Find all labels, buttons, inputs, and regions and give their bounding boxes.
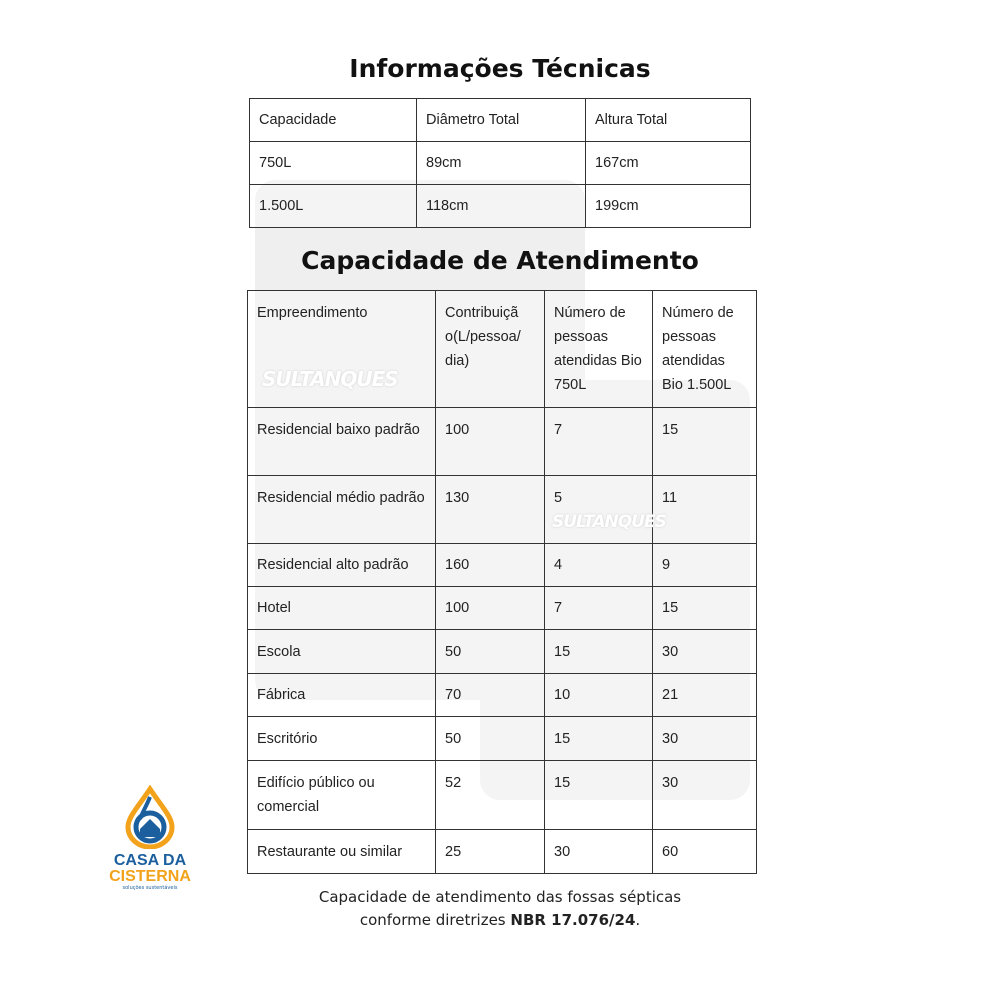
cell: 167cm bbox=[586, 142, 751, 185]
cell: 11 bbox=[653, 476, 757, 544]
logo-tagline: soluções sustentáveis bbox=[122, 885, 178, 891]
cell: 15 bbox=[545, 717, 653, 761]
cell: 15 bbox=[545, 761, 653, 830]
cell: 7 bbox=[545, 408, 653, 476]
watermark: SULTANQUES bbox=[552, 512, 666, 532]
table-row bbox=[248, 630, 757, 674]
cell: Escritório bbox=[248, 717, 436, 761]
cell: 10 bbox=[545, 674, 653, 717]
header-cell: Empreendimento bbox=[248, 291, 436, 408]
cell: Edifício público ou comercial bbox=[248, 761, 436, 830]
cell: 130 bbox=[436, 476, 545, 544]
table-row bbox=[248, 717, 757, 761]
cell: Fábrica bbox=[248, 674, 436, 717]
cap-title: Capacidade de Atendimento bbox=[301, 246, 699, 275]
casa-da-cisterna-logo bbox=[100, 785, 200, 891]
cell: 7 bbox=[545, 587, 653, 630]
cell: Residencial alto padrão bbox=[248, 544, 436, 587]
header-cell: Número de pessoas atendidas Bio 750L bbox=[545, 291, 653, 408]
cell: Restaurante ou similar bbox=[248, 830, 436, 874]
table-header-row bbox=[250, 99, 751, 142]
tech-title: Informações Técnicas bbox=[349, 54, 651, 83]
cell: 89cm bbox=[417, 142, 586, 185]
cell: 15 bbox=[653, 408, 757, 476]
cell: 25 bbox=[436, 830, 545, 874]
caption bbox=[250, 886, 750, 932]
header-cell: Contribuiçã o(L/pessoa/ dia) bbox=[436, 291, 545, 408]
logo-line1: CASA DA bbox=[113, 852, 187, 869]
table-row bbox=[248, 544, 757, 587]
cell: 15 bbox=[545, 630, 653, 674]
cell: Residencial baixo padrão bbox=[248, 408, 436, 476]
cell: 50 bbox=[436, 630, 545, 674]
cell: 30 bbox=[653, 630, 757, 674]
cell: 60 bbox=[653, 830, 757, 874]
table-row bbox=[248, 830, 757, 874]
cell: 100 bbox=[436, 408, 545, 476]
cell: 160 bbox=[436, 544, 545, 587]
caption-line1: Capacidade de atendimento das fossas sépticas bbox=[318, 888, 682, 906]
cell: 15 bbox=[653, 587, 757, 630]
caption-line2 bbox=[250, 909, 750, 932]
header-cell: Altura Total bbox=[586, 99, 751, 142]
table-row bbox=[248, 674, 757, 717]
cell: 30 bbox=[545, 830, 653, 874]
table-row bbox=[248, 476, 757, 544]
cell: 52 bbox=[436, 761, 545, 830]
table-row bbox=[248, 761, 757, 830]
header-cell: Número de pessoas atendidas Bio 1.500L bbox=[653, 291, 757, 408]
caption-text: . bbox=[635, 911, 641, 929]
cell: 100 bbox=[436, 587, 545, 630]
cell: 5 bbox=[545, 476, 653, 544]
cell: 30 bbox=[653, 717, 757, 761]
header-cell: Diâmetro Total bbox=[417, 99, 586, 142]
cell: 199cm bbox=[586, 185, 751, 228]
cell: 21 bbox=[653, 674, 757, 717]
cell: 50 bbox=[436, 717, 545, 761]
watermark: SULTANQUES bbox=[262, 367, 398, 391]
cell: 30 bbox=[653, 761, 757, 830]
table-row bbox=[250, 142, 751, 185]
tech-table bbox=[249, 98, 751, 228]
table-row bbox=[248, 587, 757, 630]
cell: 1.500L bbox=[250, 185, 417, 228]
table-row bbox=[248, 408, 757, 476]
cell: 118cm bbox=[417, 185, 586, 228]
cell: 70 bbox=[436, 674, 545, 717]
drop-house-icon bbox=[118, 785, 182, 849]
cell: 750L bbox=[250, 142, 417, 185]
table-row bbox=[250, 185, 751, 228]
caption-text: conforme diretrizes bbox=[359, 911, 511, 929]
cell: Residencial médio padrão bbox=[248, 476, 436, 544]
cell: 4 bbox=[545, 544, 653, 587]
header-cell: Capacidade bbox=[250, 99, 417, 142]
cell: Escola bbox=[248, 630, 436, 674]
logo-line2: CISTERNA bbox=[109, 868, 191, 885]
cell: Hotel bbox=[248, 587, 436, 630]
cell: 9 bbox=[653, 544, 757, 587]
norm-reference: NBR 17.076/24 bbox=[510, 911, 636, 929]
